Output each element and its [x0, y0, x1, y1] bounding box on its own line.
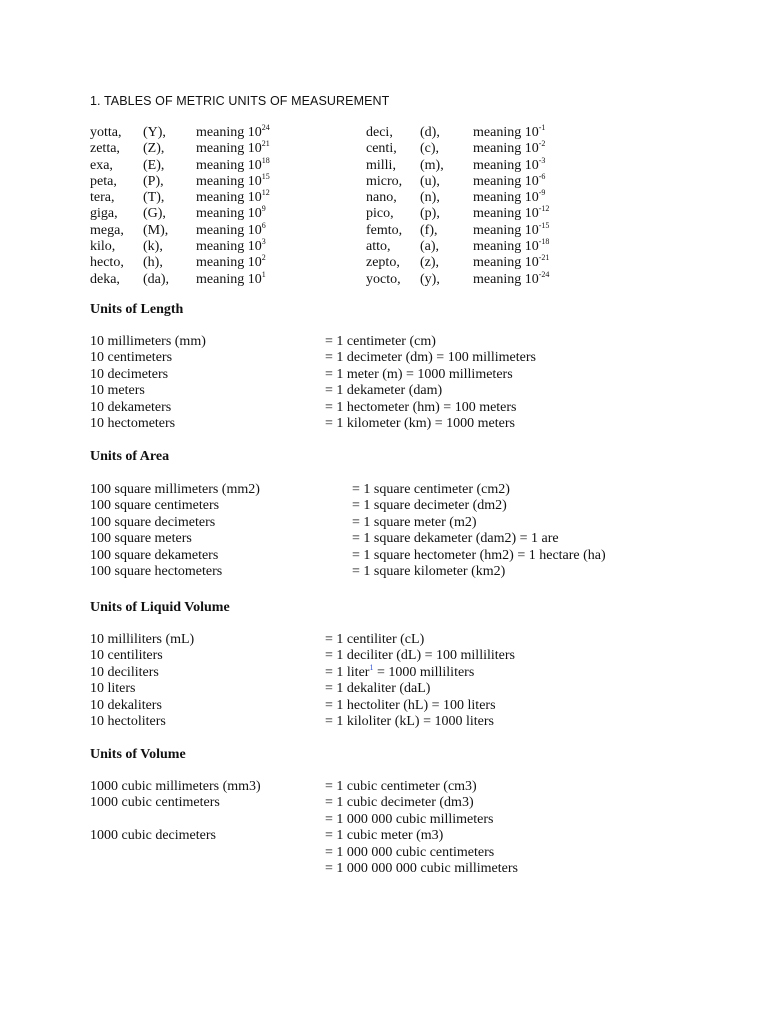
prefix-meaning [196, 220, 266, 239]
conversion-right-text: = 1 hectometer (hm) = 100 meters [325, 399, 517, 415]
prefix-exponent: 12 [261, 188, 270, 198]
prefix-symbol: (f), [420, 222, 438, 238]
prefix-exponent: -1 [538, 123, 546, 132]
prefix-name: femto, [366, 222, 403, 238]
conversion-right-text: = 1 square dekameter (dam2) = 1 are [352, 531, 559, 547]
prefix-meaning-text: meaning 10 [196, 222, 262, 238]
conversion-left: 10 meters [90, 383, 145, 399]
prefix-meaning-text: meaning 10 [196, 157, 262, 173]
conversion-right-text: = 1 square kilometer (km2) [352, 563, 506, 579]
prefix-symbol: (h), [143, 255, 163, 271]
prefix-symbol: (da), [143, 271, 170, 287]
prefix-exponent: -24 [538, 269, 550, 279]
prefix-exponent: 3 [261, 237, 266, 247]
prefix-meaning [196, 206, 266, 222]
conversion-left: 100 square dekameters [90, 547, 219, 563]
prefix-meaning-text: meaning 10 [196, 206, 262, 222]
conversion-right-text: = 1 000 000 cubic millimeters [325, 811, 494, 827]
conversion-right [325, 662, 475, 681]
prefix-symbol: (z), [420, 255, 440, 271]
prefix-exponent: -3 [538, 155, 546, 165]
prefix-meaning-text: meaning 10 [473, 173, 539, 189]
prefix-exponent: -6 [538, 171, 546, 181]
section-heading-volume: Units of Volume [90, 747, 186, 762]
prefix-meaning [196, 239, 266, 255]
conversion-right [325, 714, 494, 730]
conversion-left: 10 milliliters (mL) [90, 632, 195, 647]
section-heading-liquid-volume: Units of Liquid Volume [90, 600, 230, 615]
conversion-right [325, 812, 493, 828]
conversion-right-text: = 1 square decimeter (dm2) [352, 498, 507, 514]
prefix-meaning-text: meaning 10 [196, 239, 262, 255]
prefix-meaning [473, 125, 545, 141]
prefix-name: mega, [90, 222, 124, 238]
conversion-right [325, 779, 477, 795]
prefix-meaning-text: meaning 10 [473, 190, 539, 206]
prefix-meaning [473, 190, 545, 206]
conversion-right-text: = 1 meter (m) = 1000 millimeters [325, 366, 513, 382]
prefix-name: yotta, [90, 125, 122, 140]
prefix-meaning [473, 155, 546, 174]
prefix-name: deka, [90, 271, 120, 287]
prefix-meaning-text: meaning 10 [196, 271, 262, 287]
prefix-exponent: -12 [538, 204, 550, 214]
conversion-right [325, 350, 536, 366]
prefix-name: hecto, [90, 255, 124, 271]
conversion-left: 100 square decimeters [90, 514, 216, 530]
conversion-right-text: = 1 decimeter (dm) = 100 millimeters [325, 350, 536, 366]
conversion-right-text: = 1 centiliter (cL) [325, 632, 425, 647]
conversion-right [352, 548, 606, 564]
conversion-right [352, 498, 507, 514]
prefix-exponent: -9 [538, 188, 546, 198]
conversion-right-text: = 1 liter [325, 664, 370, 680]
conversion-right [325, 861, 518, 877]
prefix-meaning [196, 269, 266, 288]
prefix-meaning [196, 155, 270, 174]
prefix-symbol: (M), [143, 222, 169, 238]
conversion-right [325, 334, 436, 350]
prefix-exponent: 9 [261, 204, 266, 214]
prefix-meaning-text: meaning 10 [196, 141, 262, 157]
conversion-left: 10 deciliters [90, 664, 159, 680]
conversion-right [352, 564, 505, 580]
conversion-right-text: = 1 deciliter (dL) = 100 milliliters [325, 648, 515, 664]
prefix-symbol: (p), [420, 206, 440, 222]
prefix-symbol: (y), [420, 271, 440, 287]
conversion-right-text: = 1 hectoliter (hL) = 100 liters [325, 697, 496, 713]
prefix-meaning-text: meaning 10 [473, 255, 539, 271]
conversion-right-text: = 1 cubic meter (m3) [325, 828, 444, 844]
conversion-right [325, 416, 515, 432]
prefix-exponent: -18 [538, 237, 550, 247]
prefix-exponent: -2 [538, 139, 546, 149]
conversion-right-text: = 1 000 000 cubic centimeters [325, 844, 495, 860]
prefix-meaning [196, 255, 266, 271]
prefix-exponent: 2 [261, 253, 266, 263]
prefix-name: kilo, [90, 239, 116, 255]
prefix-symbol: (a), [420, 239, 440, 255]
conversion-left: 10 hectometers [90, 415, 176, 431]
section-heading-length: Units of Length [90, 302, 184, 317]
prefix-exponent: 6 [261, 220, 266, 230]
footnote-marker: 1 [369, 662, 374, 672]
prefix-name: atto, [366, 239, 391, 255]
prefix-name: micro, [366, 173, 403, 189]
conversion-right-text: = 1 kilometer (km) = 1000 meters [325, 415, 515, 431]
prefix-exponent: 15 [261, 171, 270, 181]
prefix-meaning-text: meaning 10 [473, 239, 539, 255]
conversion-right [325, 681, 430, 697]
conversion-left: 1000 cubic centimeters [90, 795, 220, 811]
prefix-name: zepto, [366, 255, 400, 271]
conversion-right [325, 828, 443, 844]
prefix-meaning [196, 171, 270, 190]
conversion-right-text: = 1 dekameter (dam) [325, 383, 443, 399]
conversion-right [325, 648, 515, 664]
prefix-symbol: (u), [420, 173, 440, 189]
prefix-exponent: 1 [261, 269, 266, 279]
prefix-symbol: (n), [420, 190, 440, 206]
conversion-right [325, 367, 513, 383]
prefix-symbol: (Z), [143, 141, 165, 157]
conversion-left: 100 square centimeters [90, 498, 220, 514]
prefix-meaning [196, 141, 270, 157]
conversion-left: 10 liters [90, 681, 136, 697]
prefix-name: tera, [90, 190, 115, 206]
prefix-symbol: (T), [143, 190, 165, 206]
prefix-symbol: (E), [143, 157, 165, 173]
prefix-meaning-text: meaning 10 [196, 173, 262, 189]
conversion-right-text: = 1 square centimeter (cm2) [352, 482, 510, 497]
conversion-right [325, 845, 494, 861]
conversion-left: 10 decimeters [90, 366, 169, 382]
conversion-right-text: = 1 dekaliter (daL) [325, 681, 431, 697]
page-title: 1. TABLES OF METRIC UNITS OF MEASUREMENT [90, 94, 390, 108]
prefix-symbol: (G), [143, 206, 166, 222]
conversion-right [325, 795, 474, 811]
prefix-meaning [196, 190, 270, 206]
prefix-symbol: (Y), [143, 125, 166, 140]
prefix-meaning-text: meaning 10 [473, 271, 539, 287]
conversion-left: 100 square meters [90, 531, 192, 547]
conversion-right-text: = 1 square hectometer (hm2) = 1 hectare (ha) [352, 547, 606, 563]
prefix-name: giga, [90, 206, 118, 222]
prefix-name: milli, [366, 157, 396, 173]
conversion-left: 100 square millimeters (mm2) [90, 482, 260, 497]
prefix-symbol: (k), [143, 239, 163, 255]
prefix-symbol: (d), [420, 125, 440, 140]
conversion-right-text: = 1 kiloliter (kL) = 1000 liters [325, 713, 494, 729]
conversion-right-text: = 1 centimeter (cm) [325, 334, 436, 349]
conversion-right [325, 698, 496, 714]
conversion-right [325, 632, 424, 648]
conversion-left: 10 centiliters [90, 648, 163, 664]
conversion-right [352, 531, 559, 547]
conversion-left: 10 dekaliters [90, 697, 162, 713]
section-heading-area: Units of Area [90, 449, 170, 464]
prefix-name: zetta, [90, 141, 120, 157]
prefix-exponent: 21 [261, 139, 270, 149]
prefix-exponent: 24 [261, 123, 270, 132]
conversion-left: 10 hectoliters [90, 713, 166, 729]
conversion-right [352, 482, 510, 498]
conversion-right [325, 383, 442, 399]
prefix-exponent: 18 [261, 155, 270, 165]
prefix-meaning [196, 125, 270, 141]
prefix-name: exa, [90, 157, 113, 173]
prefix-meaning [473, 171, 546, 190]
conversion-right [352, 515, 477, 531]
prefix-meaning-text: meaning 10 [473, 157, 539, 173]
prefix-meaning-text: meaning 10 [473, 125, 539, 140]
prefix-symbol: (P), [143, 173, 164, 189]
prefix-name: centi, [366, 141, 397, 157]
prefix-meaning-text: meaning 10 [196, 125, 262, 140]
conversion-right [325, 400, 517, 416]
conversion-left: 10 centimeters [90, 350, 173, 366]
conversion-right-text: = 1000 milliliters [373, 664, 475, 680]
prefix-name: peta, [90, 173, 117, 189]
prefix-name: nano, [366, 190, 397, 206]
conversion-left: 1000 cubic decimeters [90, 828, 216, 844]
prefix-meaning-text: meaning 10 [473, 222, 539, 238]
conversion-right-text: = 1 cubic decimeter (dm3) [325, 795, 474, 811]
prefix-exponent: -15 [538, 220, 550, 230]
prefix-meaning-text: meaning 10 [196, 255, 262, 271]
conversion-right-text: = 1 cubic centimeter (cm3) [325, 779, 477, 794]
prefix-symbol: (m), [420, 157, 444, 173]
prefix-meaning-text: meaning 10 [473, 141, 539, 157]
conversion-left: 10 millimeters (mm) [90, 334, 206, 349]
prefix-meaning-text: meaning 10 [196, 190, 262, 206]
prefix-meaning [473, 269, 550, 288]
prefix-symbol: (c), [420, 141, 440, 157]
conversion-left: 1000 cubic millimeters (mm3) [90, 779, 261, 794]
prefix-meaning [473, 141, 545, 157]
prefix-name: yocto, [366, 271, 401, 287]
conversion-left: 100 square hectometers [90, 563, 223, 579]
prefix-name: pico, [366, 206, 394, 222]
conversion-right-text: = 1 000 000 000 cubic millimeters [325, 860, 518, 876]
conversion-left: 10 dekameters [90, 399, 172, 415]
prefix-name: deci, [366, 125, 393, 140]
conversion-right-text: = 1 square meter (m2) [352, 514, 477, 530]
prefix-exponent: -21 [538, 253, 550, 263]
prefix-meaning-text: meaning 10 [473, 206, 539, 222]
